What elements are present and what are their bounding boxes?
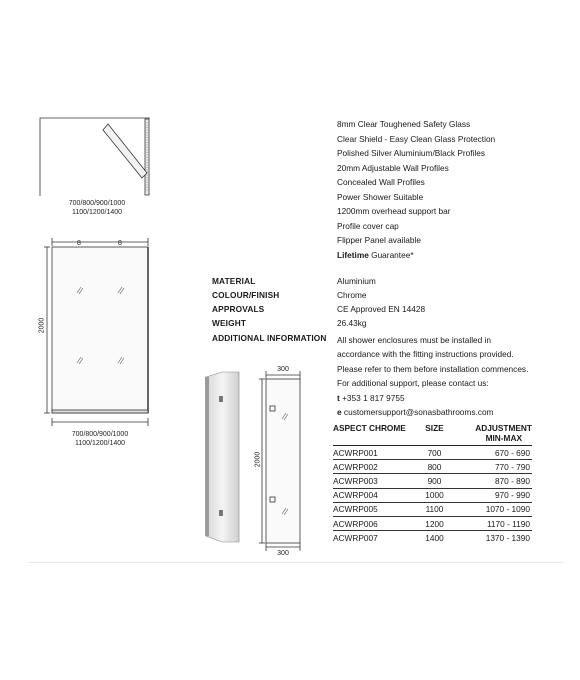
cell-adjustment: 770 - 790 (452, 460, 532, 474)
table-row (333, 516, 532, 530)
email-address[interactable]: customersupport@sonasbathrooms.com (341, 406, 494, 417)
hinge-mark-right: 8 (118, 240, 122, 247)
cell-code: ACWRP004 (333, 488, 417, 502)
email-prefix: e (337, 406, 342, 417)
feature-item: Profile cover cap (337, 220, 399, 231)
cell-code: ACWRP005 (333, 502, 417, 516)
size-table (333, 424, 532, 544)
cell-size: 900 (417, 474, 453, 488)
cell-code: ACWRP006 (333, 516, 417, 530)
header-size: SIZE (425, 423, 444, 433)
material-label: MATERIAL (212, 276, 256, 286)
cell-adjustment: 1170 - 1190 (452, 516, 532, 530)
feature-item: Concealed Wall Profiles (337, 177, 425, 188)
cell-size: 800 (417, 460, 453, 474)
approvals-value: CE Approved EN 14428 (337, 304, 426, 314)
table-row (333, 474, 532, 488)
info-line: accordance with the fitting instructions provided. (337, 349, 514, 360)
side-height-label: 2000 (254, 451, 262, 468)
guarantee-rest: Guarantee* (368, 249, 414, 260)
table-row (333, 502, 532, 516)
weight-label: WEIGHT (212, 318, 247, 328)
front-width-label: 700/800/900/1000 1100/1200/1400 (71, 431, 129, 447)
feature-item: 8mm Clear Toughened Safety Glass (337, 119, 471, 129)
side-top-label: 300 (277, 366, 289, 373)
header-adjustment: ADJUSTMENT MIN-MAX (475, 423, 532, 443)
page-divider (28, 562, 563, 563)
cell-adjustment: 1070 - 1090 (452, 502, 532, 516)
approvals-label: APPROVALS (212, 304, 265, 314)
info-line: All shower enclosures must be installed in (337, 335, 492, 345)
front-height-label: 2000 (38, 317, 46, 334)
email-line (337, 405, 528, 419)
feature-item: Power Shower Suitable (337, 191, 424, 202)
feature-list (337, 117, 495, 262)
phone-line (337, 391, 528, 405)
guarantee-item (337, 248, 495, 263)
feature-item: 20mm Adjustable Wall Profiles (337, 162, 449, 173)
colour-value: Chrome (337, 290, 367, 300)
cell-code: ACWRP001 (333, 446, 417, 460)
additional-info-text (337, 333, 528, 419)
cell-adjustment: 870 - 890 (452, 474, 532, 488)
cell-adjustment: 970 - 990 (452, 488, 532, 502)
cell-size: 700 (417, 446, 453, 460)
feature-item: Clear Shield - Easy Clean Glass Protection (337, 133, 496, 144)
phone-prefix: t (337, 392, 340, 403)
weight-value: 26.43kg (337, 318, 367, 328)
table-row (333, 531, 532, 545)
cell-size: 1200 (417, 516, 453, 530)
cell-adjustment: 1370 - 1390 (452, 531, 532, 545)
info-line: For additional support, please contact us: (337, 378, 489, 389)
phone-number: +353 1 817 9755 (339, 392, 405, 403)
cell-size: 1400 (417, 531, 453, 545)
table-row (333, 488, 532, 502)
cell-code: ACWRP002 (333, 460, 417, 474)
cell-code: ACWRP007 (333, 531, 417, 545)
table-row (333, 446, 532, 460)
additional-info-label: ADDITIONAL INFORMATION (212, 333, 327, 343)
table-header-row (333, 424, 532, 446)
cell-size: 1100 (417, 502, 453, 516)
info-line: Please refer to them before installation commences. (337, 363, 529, 374)
feature-item: 1200mm overhead support bar (337, 206, 451, 217)
feature-item: Polished Silver Aluminium/Black Profiles (337, 148, 486, 159)
table-row (333, 460, 532, 474)
cell-code: ACWRP003 (333, 474, 417, 488)
cell-size: 1000 (417, 488, 453, 502)
header-code: ASPECT CHROME (333, 423, 406, 433)
hinge-mark-left: 8 (77, 240, 81, 247)
guarantee-bold: Lifetime (337, 249, 369, 260)
plan-width-label: 700/800/900/1000 1100/1200/1400 (68, 200, 126, 216)
feature-item: Flipper Panel available (337, 235, 421, 246)
side-bottom-label: 300 (277, 550, 289, 557)
cell-adjustment: 670 - 690 (452, 446, 532, 460)
material-value: Aluminium (337, 276, 376, 286)
colour-label: COLOUR/FINISH (212, 290, 280, 300)
